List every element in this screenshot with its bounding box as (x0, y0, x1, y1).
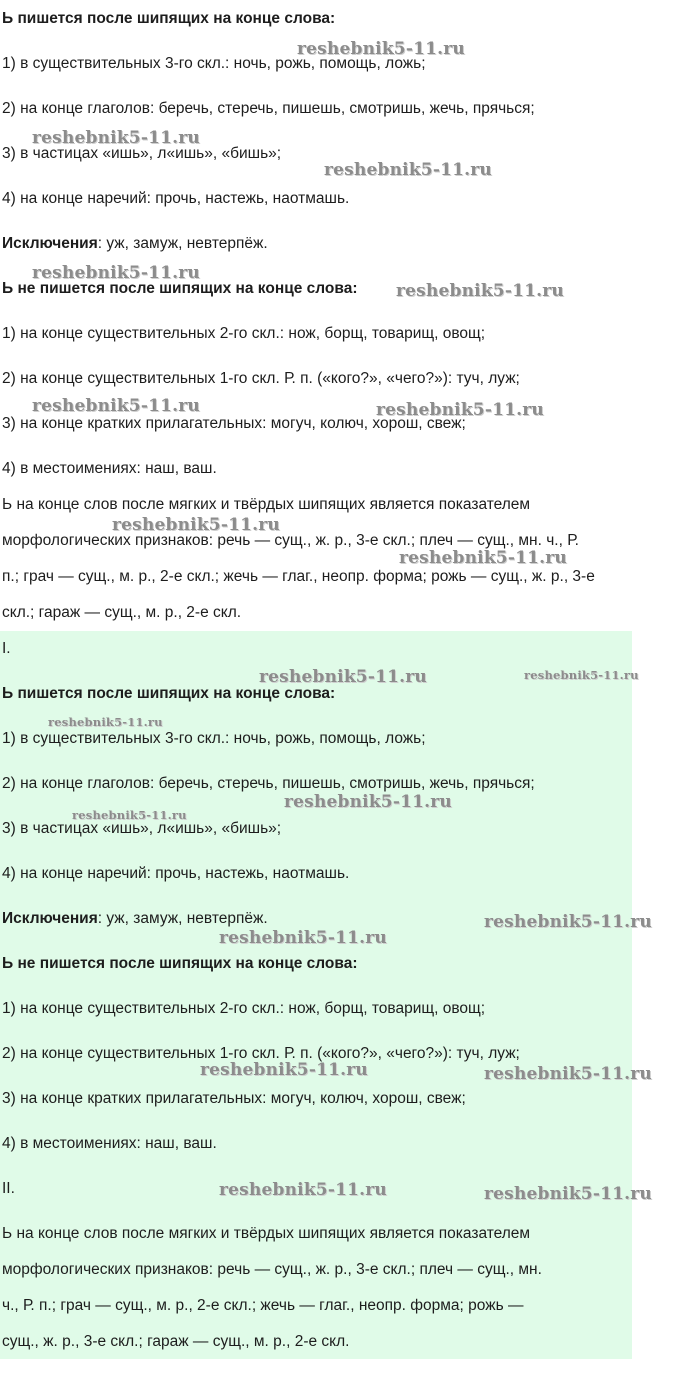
watermark: reshebnik5-11.ru (32, 263, 200, 283)
exceptions-label: Исключения (2, 235, 98, 252)
watermark: reshebnik5-11.ru (484, 1064, 652, 1084)
watermark: reshebnik5-11.ru (399, 548, 567, 568)
list-item: 1) на конце существительных 2-го скл.: нож, борщ, товарищ, овощ; (2, 1000, 486, 1017)
exceptions-text: : уж, замуж, невтерпёж. (97, 235, 268, 252)
exceptions-line (2, 909, 268, 929)
list-item: 2) на конце глаголов: беречь, стеречь, пишешь, смотришь, жечь, прячься; (2, 100, 535, 117)
watermark: reshebnik5-11.ru (376, 400, 544, 420)
list-item: 4) в местоимениях: наш, ваш. (2, 460, 217, 477)
watermark: reshebnik5-11.ru (524, 668, 639, 682)
list-item: 4) на конце наречий: прочь, настежь, наотмашь. (2, 865, 350, 882)
watermark: reshebnik5-11.ru (484, 1184, 652, 1204)
watermark: reshebnik5-11.ru (396, 281, 564, 301)
rule-hard-title: Ь пишется после шипящих на конце слова: (2, 10, 336, 27)
list-item: 3) в частицах «ишь», л«ишь», «бишь»; (2, 145, 282, 162)
list-item: 4) в местоимениях: наш, ваш. (2, 1135, 217, 1152)
list-item: 1) в существительных 3-го скл.: ночь, рожь, помощь, ложь; (2, 730, 426, 747)
list-item: 3) на конце кратких прилагательных: могуч, колюч, хорош, свеж; (2, 1090, 466, 1107)
watermark: reshebnik5-11.ru (219, 928, 387, 948)
section-label: I. (2, 640, 11, 657)
rule-hard-title: Ь пишется после шипящих на конце слова: (2, 685, 336, 702)
watermark: reshebnik5-11.ru (48, 715, 163, 729)
morph-text-line: сущ., ж. р., 3-е скл.; гараж — сущ., м. р., 2-е скл. (2, 1333, 350, 1350)
list-item: 3) в частицах «ишь», л«ишь», «бишь»; (2, 820, 282, 837)
watermark: reshebnik5-11.ru (32, 396, 200, 416)
watermark: reshebnik5-11.ru (259, 667, 427, 687)
morph-text-line: скл.; гараж — сущ., м. р., 2-е скл. (2, 604, 242, 621)
watermark: reshebnik5-11.ru (297, 39, 465, 59)
watermark: reshebnik5-11.ru (284, 792, 452, 812)
morph-text-line: Ь на конце слов после мягких и твёрдых шипящих является показателем (2, 1225, 531, 1242)
list-item: 1) в существительных 3-го скл.: ночь, рожь, помощь, ложь; (2, 55, 426, 72)
list-item: 1) на конце существительных 2-го скл.: нож, борщ, товарищ, овощ; (2, 325, 486, 342)
morph-text-line: п.; грач — сущ., м. р., 2-е скл.; жечь — глаг., неопр. форма; рожь — сущ., ж. р., 3-е (2, 568, 595, 585)
watermark: reshebnik5-11.ru (200, 1060, 368, 1080)
watermark: reshebnik5-11.ru (32, 128, 200, 148)
list-item: 3) на конце кратких прилагательных: могуч, колюч, хорош, свеж; (2, 415, 466, 432)
morph-text-line: морфологических признаков: речь — сущ., ж. р., 3-е скл.; плеч — сущ., мн. ч., Р. (2, 532, 579, 549)
watermark: reshebnik5-11.ru (72, 808, 187, 822)
watermark: reshebnik5-11.ru (484, 912, 652, 932)
list-item: 2) на конце существительных 1-го скл. Р. п. («кого?», «чего?»): туч, луж; (2, 1045, 520, 1062)
watermark: reshebnik5-11.ru (324, 160, 492, 180)
exceptions-text: : уж, замуж, невтерпёж. (97, 910, 268, 927)
morph-text-line: ч., Р. п.; грач — сущ., м. р., 2-е скл.; жечь — глаг., неопр. форма; рожь — (2, 1297, 524, 1314)
watermark: reshebnik5-11.ru (112, 515, 280, 535)
section-label: II. (2, 1180, 15, 1197)
list-item: 2) на конце глаголов: беречь, стеречь, пишешь, смотришь, жечь, прячься; (2, 775, 535, 792)
list-item: 2) на конце существительных 1-го скл. Р. п. («кого?», «чего?»): туч, луж; (2, 370, 520, 387)
morph-text-line: морфологических признаков: речь — сущ., ж. р., 3-е скл.; плеч — сущ., мн. (2, 1261, 542, 1278)
list-item: 4) на конце наречий: прочь, настежь, наотмашь. (2, 190, 350, 207)
morph-text-line: Ь на конце слов после мягких и твёрдых шипящих является показателем (2, 496, 531, 513)
watermark: reshebnik5-11.ru (219, 1180, 387, 1200)
rule-no-title: Ь не пишется после шипящих на конце слова: (2, 955, 358, 972)
exceptions-line (2, 234, 268, 254)
exceptions-label: Исключения (2, 910, 98, 927)
rule-no-title: Ь не пишется после шипящих на конце слова: (2, 280, 358, 297)
